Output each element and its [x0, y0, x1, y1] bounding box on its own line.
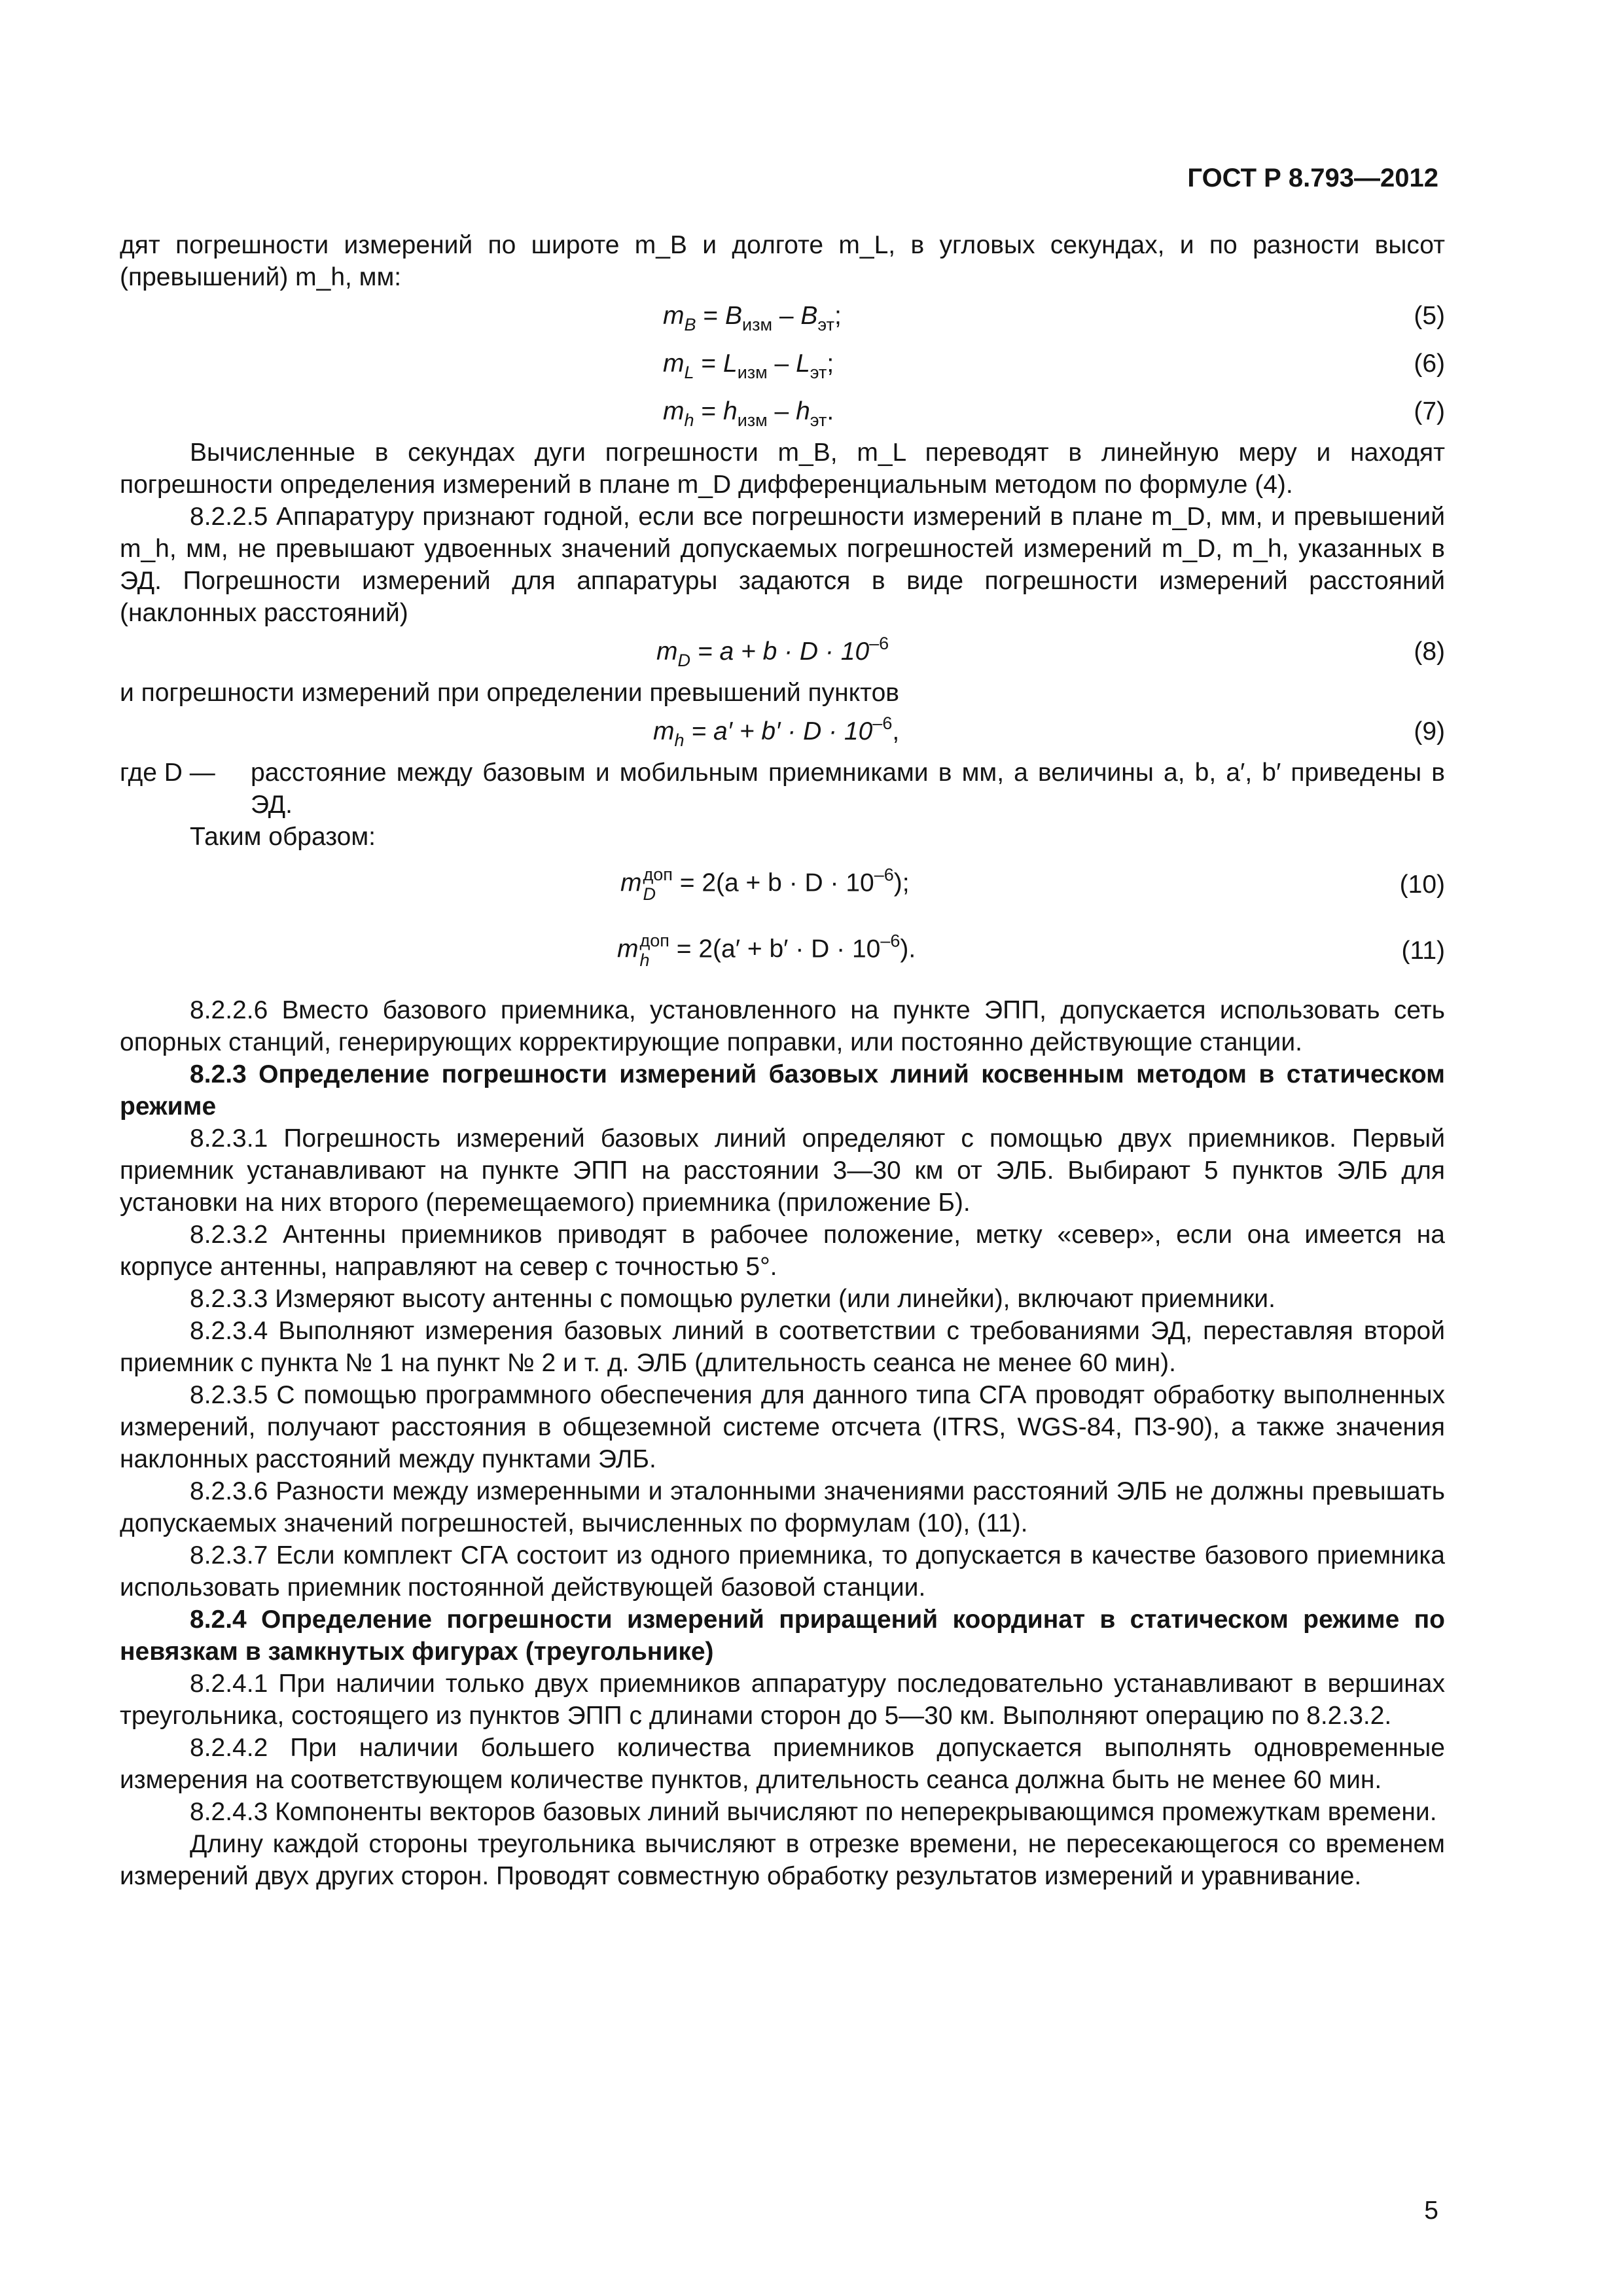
formula-part: m — [663, 350, 685, 378]
formula-9 — [120, 709, 1445, 757]
formula-8 — [120, 629, 1445, 677]
formula-number: (6) — [1414, 350, 1445, 378]
formula-number: (5) — [1414, 302, 1445, 330]
formula-7 — [120, 389, 1445, 437]
formula-part: эт — [817, 315, 834, 334]
where-label: где D — — [120, 759, 215, 787]
paragraph-8-2-2-6: 8.2.2.6 Вместо базового приемника, установленного на пункте ЭПП, допускается использовать сеть опорных станций, генерирующих корректирующие поправки, или постоянно действующие станции. — [120, 996, 1445, 1056]
formula-part: m — [653, 717, 675, 745]
formula-part: эт — [810, 363, 827, 382]
formula-part: – — [767, 397, 796, 425]
document-body — [120, 229, 1445, 1892]
formula-part: ; — [834, 302, 842, 330]
formula-number: (8) — [1414, 637, 1445, 666]
formula-part: доп — [643, 865, 673, 884]
formula-part: , — [892, 717, 900, 745]
paragraph-8-2-4-3: 8.2.4.3 Компоненты векторов базовых линий вычисляют по неперекрывающимся промежуткам времени. — [190, 1798, 1437, 1826]
formula-part: – — [767, 350, 796, 378]
formula-number: (7) — [1414, 397, 1445, 425]
formula-part: –6 — [869, 634, 889, 653]
formula-part: B — [800, 302, 818, 330]
heading-8-2-3: 8.2.3 Определение погрешности измерений базовых линий косвенным методом в статическом режиме — [120, 1060, 1445, 1121]
paragraph-8-2-3-6: 8.2.3.6 Разности между измеренными и эталонными значениями расстояний ЭЛБ не должны превышать допускаемых значений погрешностей, вычисленных по формулам (10), (11). — [120, 1477, 1445, 1537]
paragraph-8-2-3-2: 8.2.3.2 Антенны приемников приводят в рабочее положение, метку «север», если она имеется на корпусе антенны, направляют на север с точностью 5°. — [120, 1221, 1445, 1281]
formula-part: h — [796, 397, 810, 425]
formula-part: эт — [810, 410, 827, 430]
formula-part: –6 — [872, 713, 893, 733]
formula-5 — [120, 293, 1445, 341]
paragraph-8-2-4-1: 8.2.4.1 При наличии только двух приемников аппаратуру последовательно устанавливают в вершинах треугольника, состоящего из пунктов ЭПП с длинами сторон до 5—30 км. Выполняют операцию по 8.2.3.2. — [120, 1670, 1445, 1730]
formula-indices — [643, 865, 673, 904]
formula-part: h — [684, 410, 694, 430]
formula-indices — [640, 931, 669, 970]
formula-part: L — [684, 363, 694, 382]
formula-part: m — [617, 935, 639, 963]
formula-part: ). — [900, 935, 916, 963]
formula-part: . — [827, 397, 834, 425]
paragraph-8-2-2-5: 8.2.2.5 Аппаратуру признают годной, если все погрешности измерений в плане m_D, мм, и превышений m_h, мм, не превышают удвоенных значений допускаемых погрешностей измерений m_D, m_h, указанных в ЭД. Погрешности измерений для аппаратуры задаются в виде погрешности измерений расстояний (наклонных расстояний) — [120, 503, 1445, 627]
formula-part: m — [663, 397, 685, 425]
where-text: расстояние между базовым и мобильным приемниками в мм, а величины a, b, a′, b′ приведены в ЭД. — [251, 759, 1445, 819]
formula-part: = 2(a + b · D · 10 — [672, 869, 874, 897]
paragraph-8-2-3-5: 8.2.3.5 С помощью программного обеспечения для данного типа СГА проводят обработку выполненных измерений, получают расстояния в общеземной системе отсчета (ITRS, WGS-84, ПЗ-90), а также значения наклонных расстояний между пунктами ЭЛБ. — [120, 1381, 1445, 1473]
formula-part: –6 — [874, 865, 894, 885]
formula-part: h — [674, 730, 685, 750]
formula-part: B — [684, 315, 696, 334]
document-header: ГОСТ Р 8.793—2012 — [1187, 164, 1438, 192]
formula-number: (9) — [1414, 717, 1445, 745]
formula-part: h — [639, 950, 650, 970]
formula-10 — [120, 853, 1445, 919]
paragraph-length: Длину каждой стороны треугольника вычисляют в отрезке времени, не пересекающегося со временем измерений двух других сторон. Проводят совместную обработку результатов измерений и уравнивание. — [120, 1830, 1445, 1890]
formula-part: – — [772, 302, 801, 330]
formula-part: D — [643, 884, 656, 904]
formula-part: изм — [741, 315, 773, 334]
paragraph-calc: Вычисленные в секундах дуги погрешности m_B, m_L переводят в линейную меру и находят погрешности определения измерений в плане m_D дифференциальным методом по формуле (4). — [120, 439, 1445, 499]
lead-paragraph: дят погрешности измерений по широте m_B и долготе m_L, в угловых секундах, и по разности высот (превышений) m_h, мм: — [120, 231, 1445, 291]
heading-8-2-4: 8.2.4 Определение погрешности измерений приращений координат в статическом режиме по невязкам в замкнутых фигурах (треугольнике) — [120, 1605, 1445, 1666]
formula-part: D — [677, 651, 690, 670]
page-number: 5 — [1424, 2197, 1438, 2225]
formula-part: = a + b · D · 10 — [690, 637, 870, 666]
formula-part: = a′ + b′ · D · 10 — [684, 717, 873, 745]
paragraph-8-2-3-3: 8.2.3.3 Измеряют высоту антенны с помощью рулетки (или линейки), включают приемники. — [190, 1285, 1275, 1313]
formula-11 — [120, 919, 1445, 985]
formula-part: = — [694, 350, 723, 378]
formula-part: изм — [737, 410, 768, 430]
formula-part: m — [620, 869, 642, 897]
formula-part: = — [694, 397, 723, 425]
formula-part: B — [724, 302, 742, 330]
paragraph-8-2-4-2: 8.2.4.2 При наличии большего количества приемников допускается выполнять одновременные измерения на соответствующем количестве пунктов, длительность сеанса должна быть не менее 60 мин. — [120, 1734, 1445, 1794]
formula-part: m — [656, 637, 678, 666]
formula-part: ); — [893, 869, 910, 897]
formula-part: –6 — [880, 931, 901, 951]
formula-part: ; — [827, 350, 834, 378]
where-clause — [120, 757, 1445, 821]
formula-part: доп — [639, 931, 669, 950]
formula-part: m — [663, 302, 685, 330]
formula-part: L — [796, 350, 810, 378]
paragraph-8-2-3-1: 8.2.3.1 Погрешность измерений базовых линий определяют с помощью двух приемников. Первый приемник устанавливают на пункте ЭПП на расстоянии 3—30 км от ЭЛБ. Выбирают 5 пунктов ЭЛБ для установки на них второго (перемещаемого) приемника (приложение Б). — [120, 1124, 1445, 1217]
paragraph-and: и погрешности измерений при определении превышений пунктов — [120, 679, 899, 707]
formula-part: h — [722, 397, 738, 425]
formula-part: = 2(a′ + b′ · D · 10 — [669, 935, 881, 963]
formula-number: (11) — [1401, 937, 1445, 965]
formula-6 — [120, 341, 1445, 389]
formula-part: изм — [737, 363, 768, 382]
formula-part: = — [696, 302, 725, 330]
formula-number: (10) — [1399, 870, 1445, 899]
formula-part: L — [722, 350, 738, 378]
paragraph-thus: Таким образом: — [190, 823, 376, 851]
paragraph-8-2-3-7: 8.2.3.7 Если комплект СГА состоит из одного приемника, то допускается в качестве базового приемника использовать приемник постоянной действующей базовой станции. — [120, 1541, 1445, 1602]
paragraph-8-2-3-4: 8.2.3.4 Выполняют измерения базовых линий в соответствии с требованиями ЭД, переставляя второй приемник с пункта № 1 на пункт № 2 и т. д. ЭЛБ (длительность сеанса не менее 60 мин). — [120, 1317, 1445, 1377]
